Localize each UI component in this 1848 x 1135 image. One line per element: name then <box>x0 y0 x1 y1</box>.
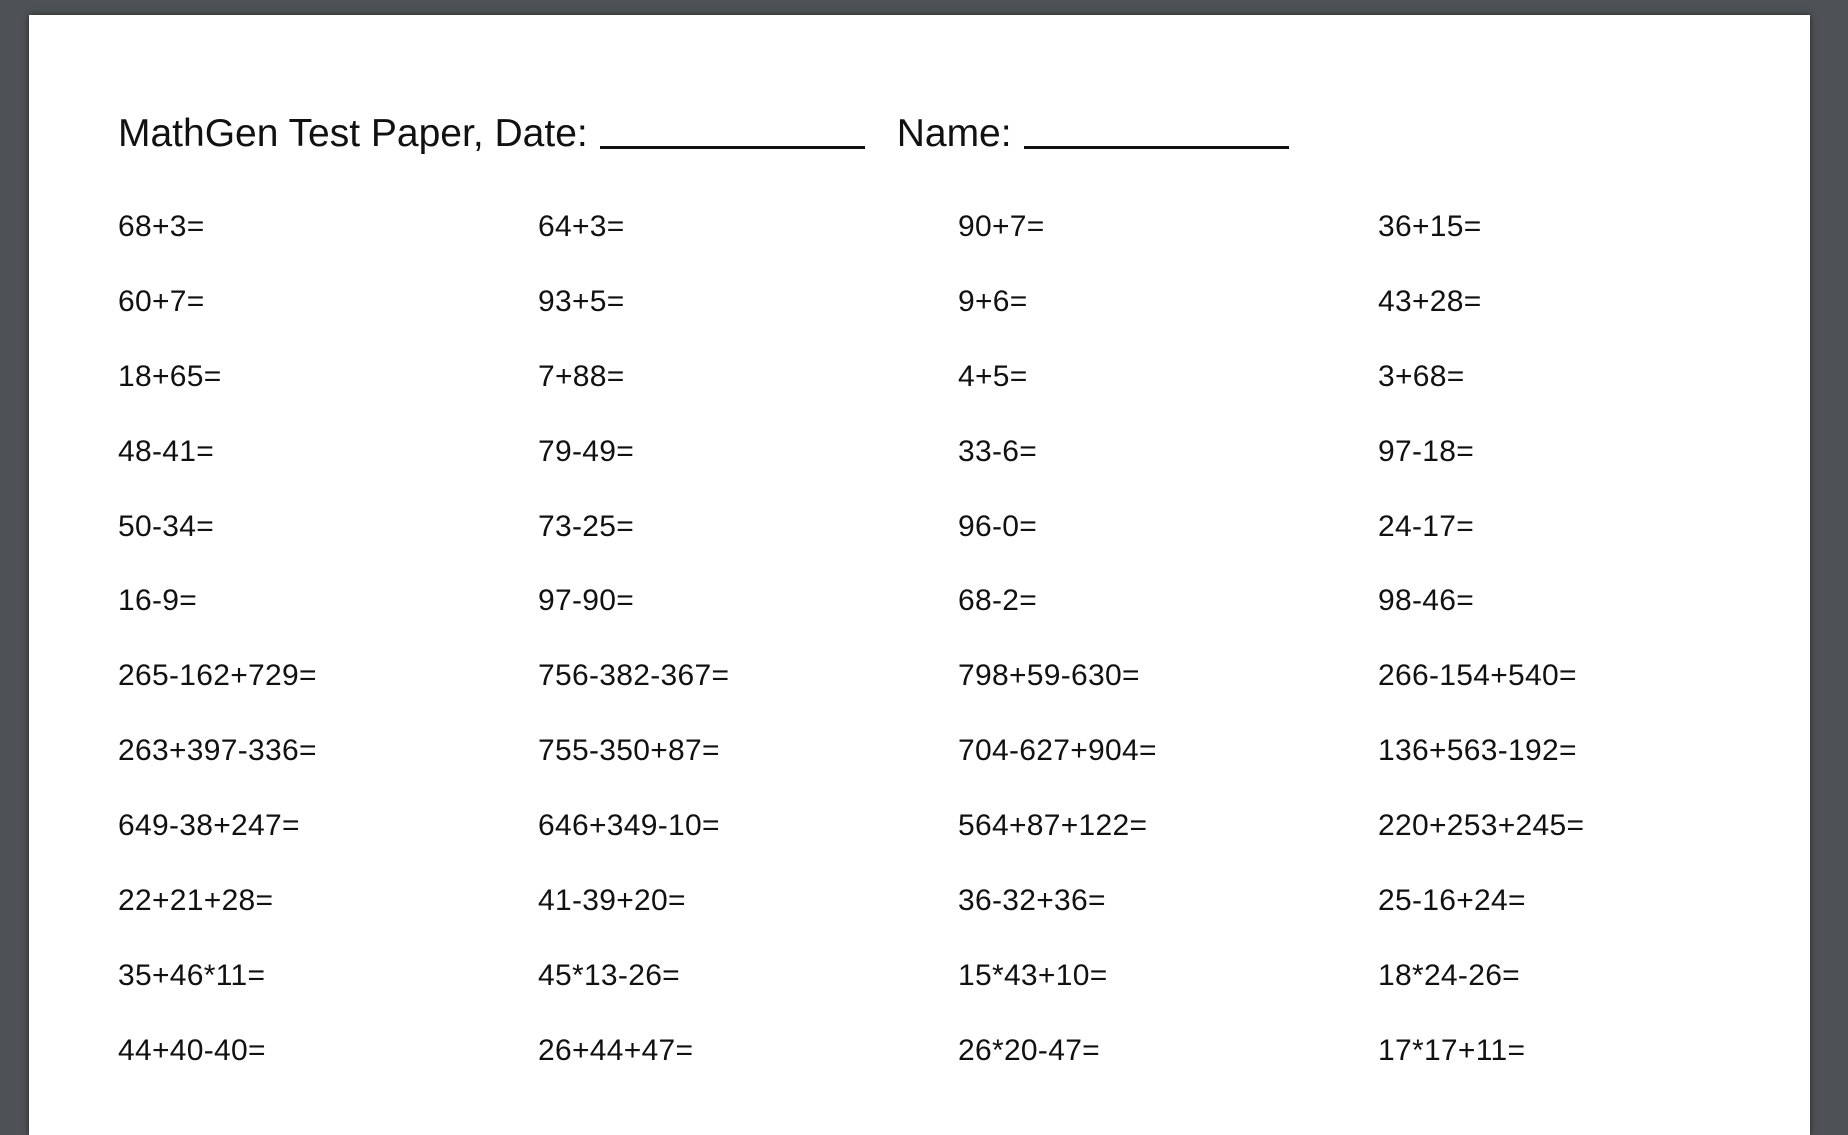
problem-r5-c2: 73-25= <box>538 509 635 543</box>
problem-r12-c3: 26*20-47= <box>958 1033 1100 1067</box>
problem-r10-c1: 22+21+28= <box>118 884 274 918</box>
problem-r9-c4: 220+253+245= <box>1378 809 1585 843</box>
problem-r6-c4: 98-46= <box>1378 584 1475 618</box>
problem-r3-c2: 7+88= <box>538 359 625 393</box>
problem-r8-c1: 263+397-336= <box>118 734 317 768</box>
problem-grid <box>118 202 1798 1101</box>
problem-r10-c4: 25-16+24= <box>1378 884 1526 918</box>
problem-r7-c2: 756-382-367= <box>538 659 730 693</box>
problem-r2-c4: 43+28= <box>1378 284 1482 318</box>
problem-r12-c2: 26+44+47= <box>538 1033 694 1067</box>
problem-r12-c1: 44+40-40= <box>118 1033 266 1067</box>
problem-r5-c1: 50-34= <box>118 509 215 543</box>
problem-r1-c3: 90+7= <box>958 210 1045 243</box>
problem-r6-c2: 97-90= <box>538 584 635 618</box>
problem-r6-c1: 16-9= <box>118 584 198 618</box>
problem-r1-c4: 36+15= <box>1378 210 1482 243</box>
problem-r1-c1: 68+3= <box>118 210 205 243</box>
name-blank-line <box>1024 146 1289 149</box>
problem-r4-c2: 79-49= <box>538 434 635 468</box>
problem-r5-c4: 24-17= <box>1378 509 1475 543</box>
problem-r5-c3: 96-0= <box>958 509 1038 543</box>
date-blank-line <box>600 146 865 149</box>
problem-r9-c2: 646+349-10= <box>538 809 720 843</box>
problem-r10-c2: 41-39+20= <box>538 884 686 918</box>
problem-r3-c1: 18+65= <box>118 359 222 393</box>
problem-r2-c2: 93+5= <box>538 284 625 318</box>
problem-r12-c4: 17*17+11= <box>1378 1033 1526 1067</box>
problem-r4-c1: 48-41= <box>118 434 215 468</box>
problem-r9-c1: 649-38+247= <box>118 809 300 843</box>
paper-header <box>118 93 1289 157</box>
problem-r1-c2: 64+3= <box>538 210 625 243</box>
problem-r4-c4: 97-18= <box>1378 434 1475 468</box>
test-paper-page <box>29 15 1810 1135</box>
problem-r3-c3: 4+5= <box>958 359 1028 393</box>
problem-r11-c2: 45*13-26= <box>538 958 680 992</box>
problem-r11-c4: 18*24-26= <box>1378 958 1520 992</box>
problem-r7-c3: 798+59-630= <box>958 659 1140 693</box>
problem-r10-c3: 36-32+36= <box>958 884 1106 918</box>
problem-r8-c4: 136+563-192= <box>1378 734 1577 768</box>
problem-r2-c1: 60+7= <box>118 284 205 318</box>
problem-r4-c3: 33-6= <box>958 434 1038 468</box>
problem-r2-c3: 9+6= <box>958 284 1028 318</box>
problem-r11-c3: 15*43+10= <box>958 958 1108 992</box>
title-date-label: MathGen Test Paper, Date: <box>118 112 588 155</box>
name-label: Name: <box>896 112 1012 155</box>
problem-r6-c3: 68-2= <box>958 584 1038 618</box>
problem-r7-c1: 265-162+729= <box>118 659 317 693</box>
problem-r9-c3: 564+87+122= <box>958 809 1148 843</box>
problem-r7-c4: 266-154+540= <box>1378 659 1577 693</box>
problem-r8-c2: 755-350+87= <box>538 734 720 768</box>
problem-r11-c1: 35+46*11= <box>118 958 266 992</box>
problem-r8-c3: 704-627+904= <box>958 734 1157 768</box>
problem-r3-c4: 3+68= <box>1378 359 1465 393</box>
